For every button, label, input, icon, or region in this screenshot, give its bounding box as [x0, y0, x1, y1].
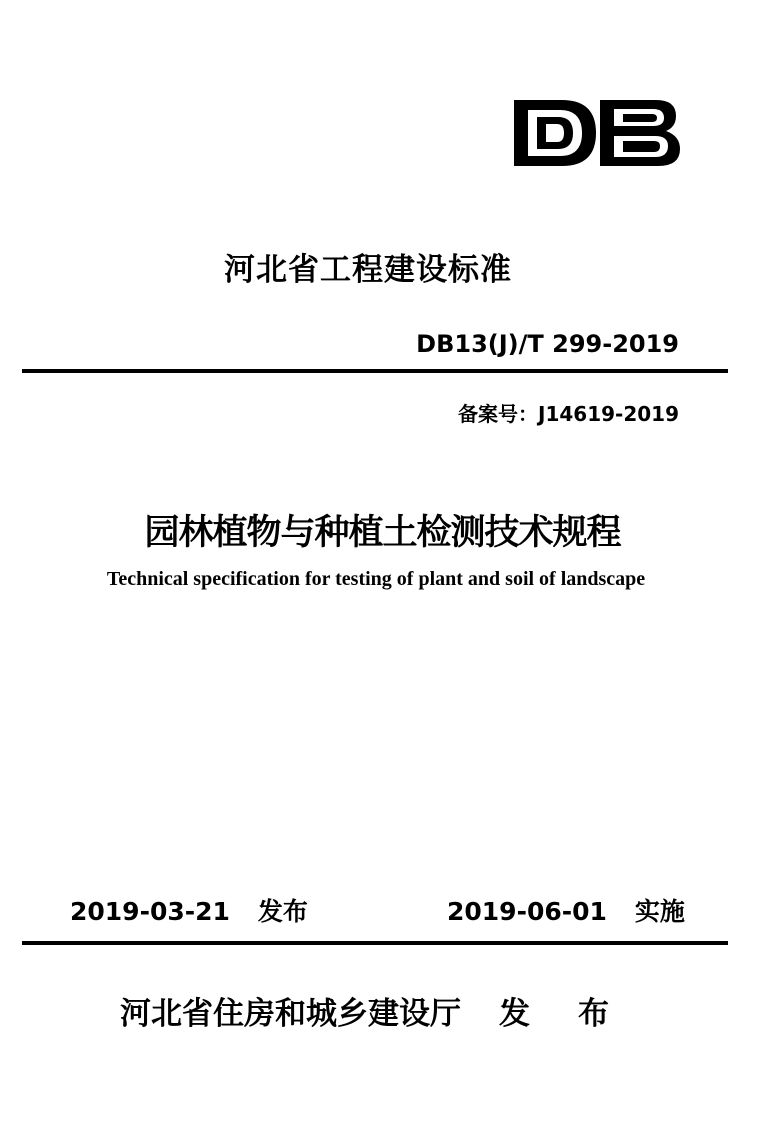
top-divider — [22, 369, 728, 373]
release-info — [70, 892, 308, 928]
implement-date: 2019-06-01 — [447, 897, 607, 926]
logo-letter-d — [514, 100, 596, 166]
issuer-line — [120, 988, 657, 1033]
standard-type: 河北省工程建设标准 — [224, 252, 512, 288]
implement-info — [447, 892, 685, 928]
issuer-action: 发布 — [499, 996, 657, 1032]
release-label: 发布 — [257, 897, 308, 926]
issuer-name: 河北省住房和城乡建设厅 — [120, 996, 461, 1032]
standard-number: DB13(J)/T 299-2019 — [416, 330, 679, 358]
db-logo — [510, 96, 682, 170]
filing-number: 备案号：J14619-2019 — [458, 402, 679, 426]
implement-label: 实施 — [634, 897, 685, 926]
bottom-divider — [22, 941, 728, 945]
document-title-english: Technical specification for testing of plant and soil of landscape — [106, 568, 646, 590]
document-title-chinese: 园林植物与种植土检测技术规程 — [144, 512, 621, 553]
logo-letter-b — [600, 100, 680, 166]
release-date: 2019-03-21 — [70, 897, 230, 926]
